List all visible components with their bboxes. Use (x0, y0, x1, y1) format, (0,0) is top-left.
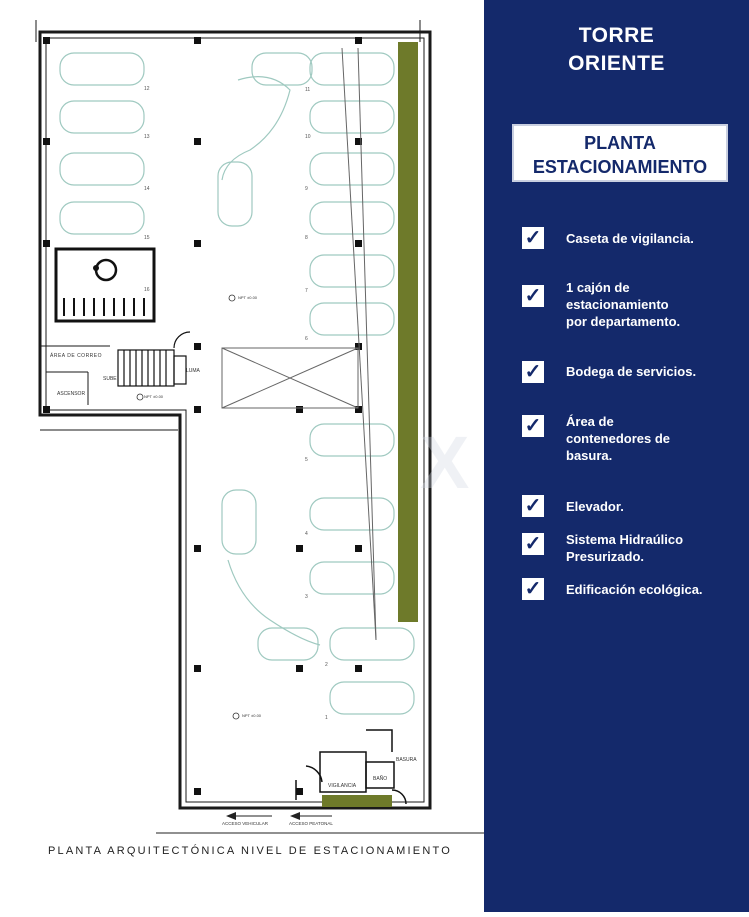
luma-label: LUMA (186, 368, 200, 374)
vigilancia-label: VIGILANCIA (328, 783, 357, 789)
feature-text: Elevador. (566, 499, 624, 514)
checkmark-icon: ✓ (522, 495, 544, 517)
spot-number: 9 (305, 186, 308, 192)
watermark: X (420, 421, 470, 504)
bano-label: BAÑO (373, 776, 388, 782)
spot-number: 2 (325, 662, 328, 668)
basura-label: BASURA (396, 757, 417, 763)
ascensor-label: ASCENSOR (57, 391, 86, 397)
feature-text: Área de contenedores de basura. (566, 414, 671, 463)
plan-caption: PLANTA ARQUITECTÓNICA NIVEL DE ESTACIONAMIENTO (48, 845, 452, 857)
spot-number: 14 (144, 186, 150, 192)
level-tag: NPT ±0.00 (238, 295, 258, 300)
spot-number: 12 (144, 86, 150, 92)
level-tag: NPT ±0.00 (144, 394, 164, 399)
plant-heading-line2: ESTACIONAMIENTO (532, 157, 708, 177)
spot-number: 8 (305, 235, 308, 241)
wheelchair-icon (96, 260, 116, 280)
feature-text: 1 cajón de estacionamiento por departamento. (566, 280, 681, 329)
checkmark-icon: ✓ (522, 533, 544, 555)
garden-strip (398, 42, 418, 622)
entrance-block (296, 730, 406, 804)
acceso-peatonal-label: ACCESO PEATONAL (289, 821, 333, 826)
feature-text: Caseta de vigilancia. (566, 231, 694, 246)
stairs (118, 332, 190, 386)
info-panel (484, 0, 749, 912)
spot-number: 10 (305, 134, 311, 140)
plant-heading-line1: PLANTA (584, 133, 656, 153)
spot-number: 11 (305, 87, 311, 93)
tower-title (484, 22, 749, 78)
spot-number: 5 (305, 457, 308, 463)
spot-number: 13 (144, 134, 150, 140)
sube-label: SUBE (103, 376, 117, 382)
spot-number: 6 (305, 336, 308, 342)
tower-title-line2: ORIENTE (568, 52, 665, 75)
level-tag: NPT ±0.00 (242, 713, 262, 718)
spot-number: 1 (325, 715, 328, 721)
tower-title-line1: TORRE (578, 24, 655, 47)
checkmark-icon: ✓ (522, 361, 544, 383)
area-correo-label: ÁREA DE CORREO (50, 353, 103, 359)
checkmark-icon: ✓ (522, 415, 544, 437)
spot-number: 15 (144, 235, 150, 241)
plant-heading (512, 124, 728, 182)
spot-number: 7 (305, 288, 308, 294)
acceso-vehicular-label: ACCESO VEHICULAR (222, 821, 269, 826)
feature-text: Edificación ecológica. (566, 582, 703, 597)
feature-text: Sistema Hidraúlico Presurizado. (566, 532, 684, 564)
checkmark-icon: ✓ (522, 227, 544, 249)
spot-number: 16 (144, 287, 150, 293)
spot-number: 3 (305, 594, 308, 600)
checkmark-icon: ✓ (522, 578, 544, 600)
checkmark-icon: ✓ (522, 285, 544, 307)
garden-strip-entrance (322, 795, 392, 807)
spot-number: 4 (305, 531, 308, 537)
feature-text: Bodega de servicios. (566, 364, 697, 379)
